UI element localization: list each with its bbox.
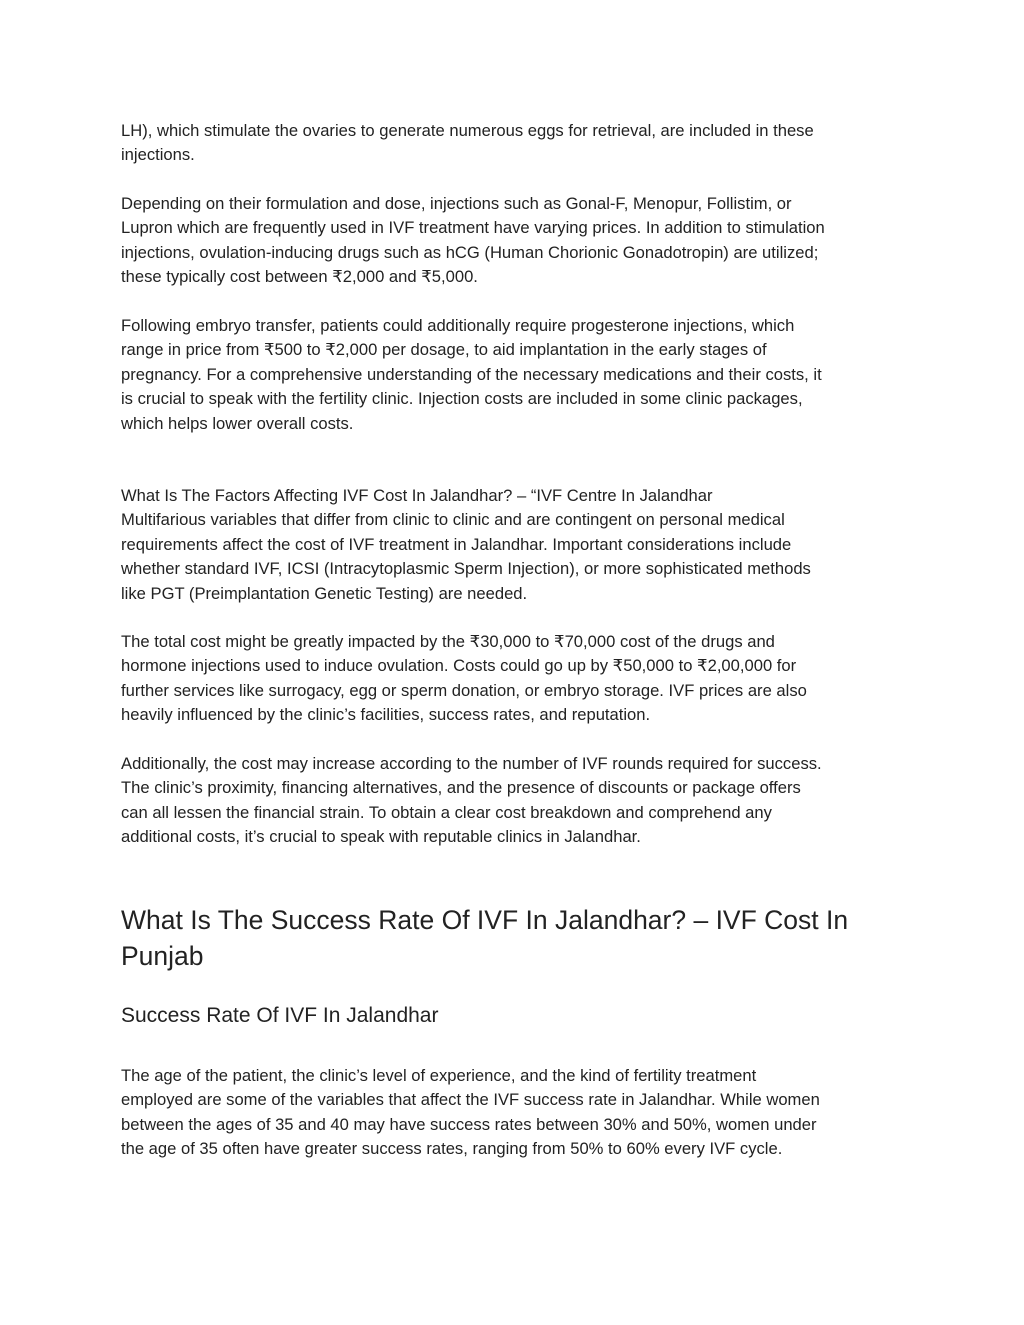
paragraph-cost-factors: What Is The Factors Affecting IVF Cost In Jalandhar? – “IVF Centre In Jalandhar Multifarious variables that differ from clinic to clinic and are contingent on personal medical requirements affect the cost of IVF treatment in Jalandhar. Important considerations include whether standard IVF, ICSI (Intracytoplasmic Sperm Injection), or more sophisticated methods like PGT (Preimplantation Genetic Testing) are needed. xyxy=(121,486,811,603)
paragraph-injection-prices: Depending on their formulation and dose, injections such as Gonal-F, Menopur, Follistim, or Lupron which are frequently used in IVF treatment have varying prices. In addition to stimulation injections, ovulation-inducing drugs such as hCG (Human Chorionic Gonadotropin) are utilized; these typically cost between ₹2,000 and ₹5,000. xyxy=(121,194,825,287)
paragraph-progesterone: Following embryo transfer, patients could additionally require progesterone injections, which range in price from ₹500 to ₹2,000 per dosage, to aid implantation in the early stages of pregnancy. For a comprehensive understanding of the necessary medications and their costs, it is crucial to speak with the fertility clinic. Injection costs are included in some clinic packages, which helps lower overall costs. xyxy=(121,316,822,433)
paragraph-injections-intro: LH), which stimulate the ovaries to generate numerous eggs for retrieval, are included in these injections. xyxy=(121,121,814,165)
section-heading: What Is The Success Rate Of IVF In Jalandhar? – IVF Cost In Punjab xyxy=(121,905,849,971)
paragraph-additional-costs: Additionally, the cost may increase according to the number of IVF rounds required for success. The clinic’s proximity, financing alternatives, and the presence of discounts or package offers can all lessen the financial strain. To obtain a clear cost breakdown and comprehend any additional costs, it’s crucial to speak with reputable clinics in Jalandhar. xyxy=(121,754,822,847)
paragraph-success-rates: The age of the patient, the clinic’s level of experience, and the kind of fertility treatment employed are some of the variables that affect the IVF success rate in Jalandhar. While women between the ages of 35 and 40 may have success rates between 30% and 50%, women under the age of 35 often have greater success rates, ranging from 50% to 60% every IVF cycle. xyxy=(121,1066,820,1159)
paragraph-total-cost: The total cost might be greatly impacted by the ₹30,000 to ₹70,000 cost of the drugs and hormone injections used to induce ovulation. Costs could go up by ₹50,000 to ₹2,00,000 for further services like surrogacy, egg or sperm donation, or embryo storage. IVF prices are also heavily influenced by the clinic’s facilities, success rates, and reputation. xyxy=(121,632,807,725)
subsection-heading: Success Rate Of IVF In Jalandhar xyxy=(121,1004,439,1027)
